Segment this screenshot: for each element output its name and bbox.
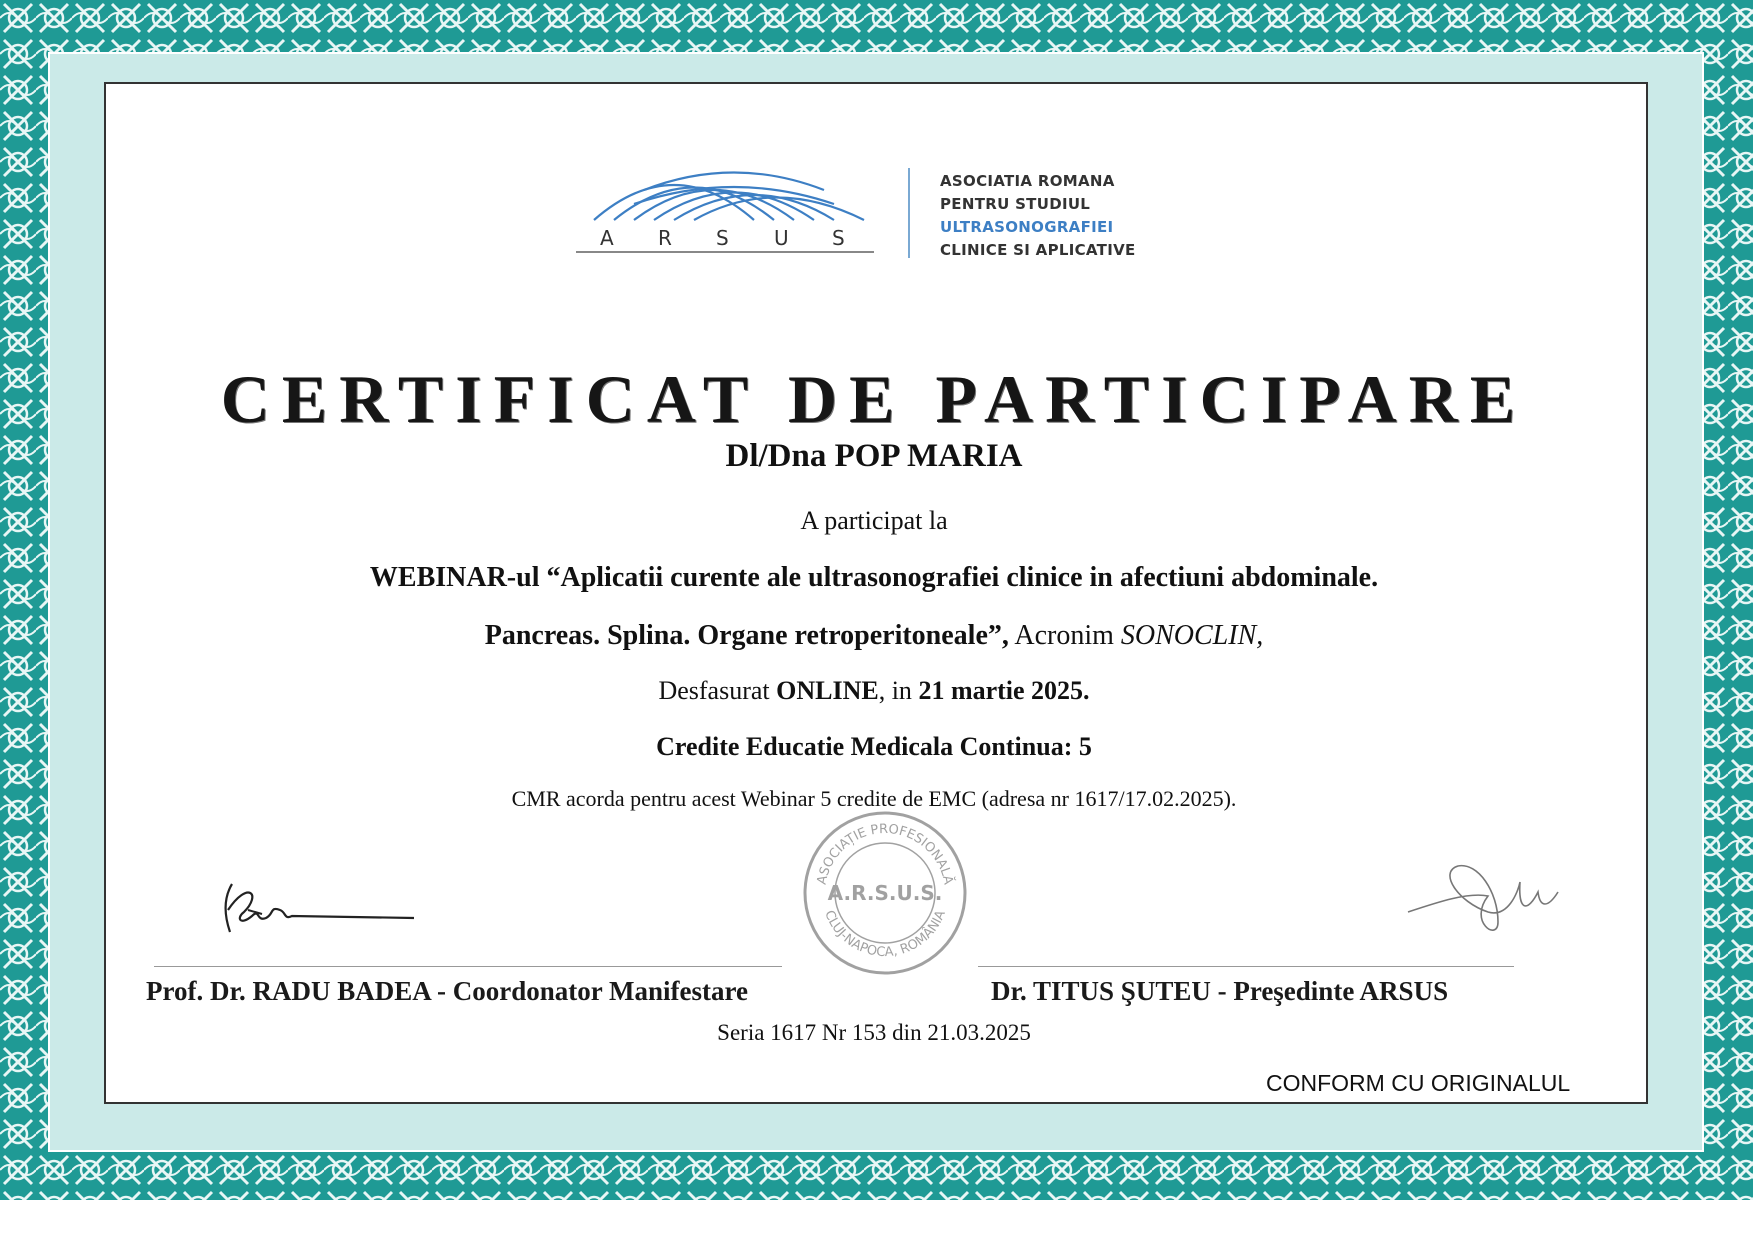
conform-cu-originalul: CONFORM CU ORIGINALUL [1266, 1070, 1571, 1096]
signature-line-left [154, 966, 782, 967]
logo-divider [908, 168, 910, 258]
logo-letter: S [716, 226, 729, 250]
recipient-name: Dl/Dna POP MARIA [725, 438, 1023, 474]
acronym: SONOCLIN, [1120, 620, 1264, 651]
held-mode: ONLINE [776, 676, 879, 705]
held-date: 21 martie 2025. [918, 676, 1090, 705]
held-info [104, 676, 1644, 706]
signature-left [218, 870, 418, 950]
signer-left-name: Prof. Dr. RADU BADEA - Coordonator Manifestare [146, 976, 748, 1006]
held-mid: , in [878, 676, 919, 705]
held-prefix: Desfasurat [658, 676, 777, 705]
signature-right [1398, 852, 1598, 952]
logo-text-line: ASOCIATIA ROMANA [940, 172, 1115, 190]
stamp-center: A.R.S.U.S. [827, 881, 943, 905]
arsus-logo [574, 160, 1174, 260]
signature-line-right [978, 966, 1514, 967]
webinar-title-line1: WEBINAR-ul “Aplicatii curente ale ultrasonografiei clinice in afectiuni abdominale. [369, 562, 1379, 593]
logo-text [940, 170, 1136, 262]
logo-text-line: CLINICE SI APLICATIVE [940, 241, 1136, 259]
logo-letter: U [774, 226, 789, 250]
logo-letter: S [832, 226, 845, 250]
arsus-stamp [800, 808, 970, 978]
arsus-arcs-mark [574, 160, 894, 260]
participated-text: A participat la [800, 506, 948, 535]
acronym-label: Acronim [1008, 620, 1121, 651]
cmr-note: CMR acorda pentru acest Webinar 5 credite de EMC (adresa nr 1617/17.02.2025). [511, 786, 1237, 811]
stamp-top-arc: ASOCIAȚIE PROFESIONALĂ [814, 821, 956, 886]
serial-number: Seria 1617 Nr 153 din 21.03.2025 [717, 1020, 1031, 1045]
logo-letter: A [600, 226, 614, 250]
emc-credits: Credite Educatie Medicala Continua: 5 [656, 732, 1092, 761]
logo-text-line: ULTRASONOGRAFIEI [940, 218, 1114, 236]
webinar-title-line2 [104, 620, 1644, 652]
webinar-title-line2-bold: Pancreas. Splina. Organe retroperitoneale”, [484, 620, 1009, 651]
signer-right-name: Dr. TITUS ŞUTEU - Preşedinte ARSUS [991, 976, 1449, 1006]
logo-letter: R [658, 226, 672, 250]
logo-text-line: PENTRU STUDIUL [940, 195, 1091, 213]
certificate-title: CERTIFICAT DE PARTICIPARE [220, 361, 1528, 437]
stamp-bottom-arc: CLUJ-NAPOCA, ROMÂNIA [821, 908, 949, 961]
